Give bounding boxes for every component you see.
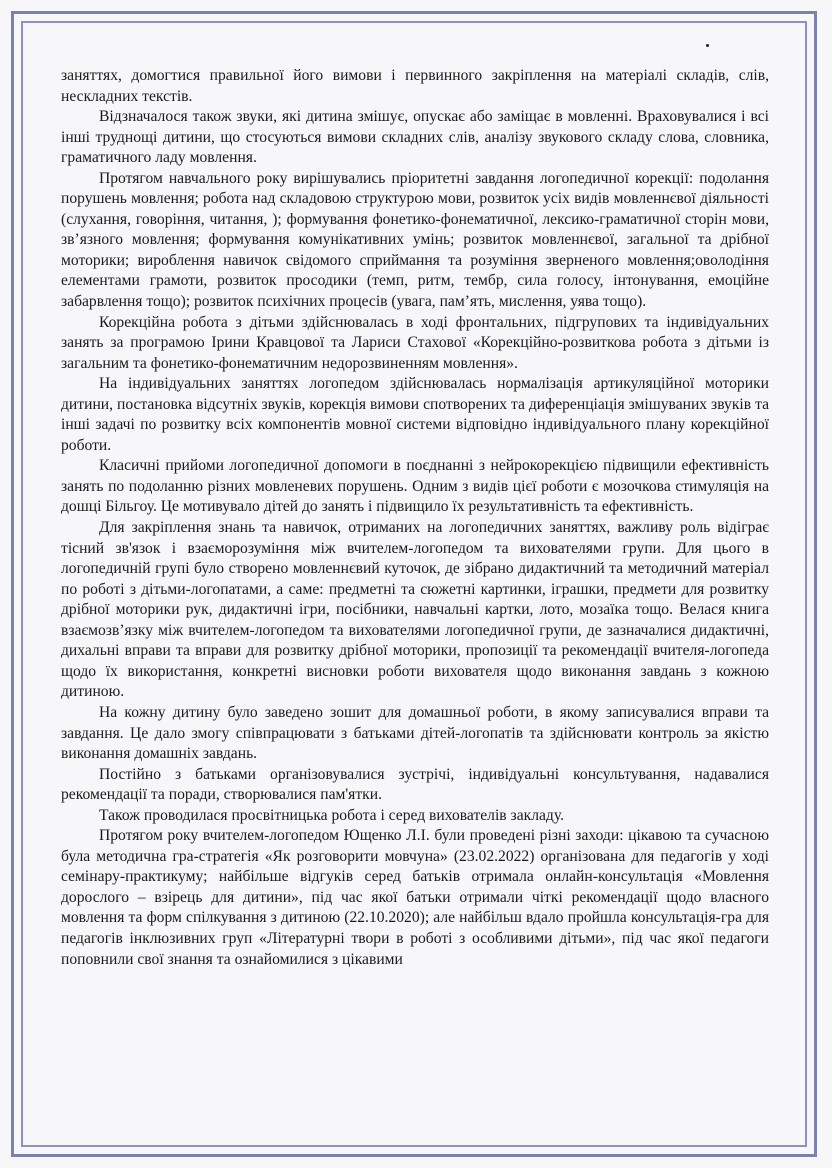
- ink-dot: [706, 44, 709, 47]
- paragraph: Для закріплення знань та навичок, отриманих на логопедичних заняттях, важливу роль відіграє тісний зв'язок і взаєморозуміння між вчителем-логопедом та вихователями групи. Для цього в логопедичній групі було створено мовленнєвий куточок, де зібрано дидактичний та методичний матеріал по роботі з дітьми-логопатами, а саме: предметні та сюжетні картинки, іграшки, предмети для розвитку дрібної моторики рук, дидактичні ігри, посібники, навчальні картки, лото, мозаїка тощо. Велася книга взаємозв’язку між вчителем-логопедом та вихователями логопедичної групи, де зазначалися дидактичні, дихальні вправи та вправи для розвитку дрібної моторики, пропозиції та рекомендації вчителя-логопеда щодо їх використання, конкретні висновки роботи вихователя щодо виконання завдань з кожною дитиною.: [61, 519, 769, 701]
- paragraph: Постійно з батьками організовувалися зустрічі, індивідуальні консультування, надавалися рекомендації та поради, створювалися пам'ятки.: [61, 765, 769, 804]
- paragraph: Корекційна робота з дітьми здійснювалась в ході фронтальних, підгрупових та індивідуальних занять за програмою Ірини Кравцової та Лариси Стахової «Корекційно-розвиткова робота з дітьми із загальним та фонетико-фонематичним недорозвиненням мовлення».: [61, 313, 769, 372]
- document-body: [61, 66, 769, 970]
- paragraph: Також проводилася просвітницька робота і серед вихователів закладу.: [99, 806, 564, 824]
- paragraph: Протягом року вчителем-логопедом Ющенко Л.І. були проведені різні заходи: цікавою та сучасною була методична гра-стратегія «Як розговорити мовчуна» (23.02.2022) організована для педагогів у ході семінару-практикуму; найбільше відгуків серед батьків отримала онлайн-консультація «Мовлення дорослого – взірець для дитини», під час якої батьки отримали чіткі рекомендації щодо власного мовлення та форм спілкування з дитиною (22.10.2020); але найбільш вдало пройшла консультація-гра для педагогів інклюзивних груп «Літературні твори в роботі з особливими дітьми», під час якої педагоги поповнили свої знання та ознайомилися з цікавими: [61, 827, 769, 968]
- paragraph: На кожну дитину було заведено зошит для домашньої роботи, в якому записувалися вправи та завдання. Це дало змогу співпрацювати з батьками дітей-логопатів та здійснювати контроль за якістю виконання домашніх завдань.: [61, 703, 769, 763]
- paragraph: На індивідуальних заняттях логопедом здійснювалась нормалізація артикуляційної моторики дитини, постановка відсутніх звуків, корекція вимови спотворених та диференціація змішуваних звуків та інші задачі по розвитку всіх компонентів мовної системи відповідно індивідуального плану корекційної роботи.: [61, 375, 769, 454]
- paragraph: Класичні прийоми логопедичної допомоги в поєднанні з нейрокорекцією підвищили ефективність занять по подоланню різних мовленевих порушень. Одним з видів цієї роботи є мозочкова стимуляція на дошці Більгоу. Це мотивувало дітей до занять і підвищило їх результативність та ефективність.: [61, 457, 769, 516]
- paragraph: Відзначалося також звуки, які дитина змішує, опускає або заміщає в мовленні. Враховувалися і всі інші труднощі дитини, що стосуються вимови складних слів, аналізу звукового складу слова, словника, граматичного ладу мовлення.: [61, 108, 769, 167]
- paragraph: заняттях, домогтися правильної його вимови і первинного закріплення на матеріалі складів, слів, нескладних текстів.: [61, 67, 769, 105]
- paragraph: Протягом навчального року вирішувались пріоритетні завдання логопедичної корекції: подолання порушень мовлення; робота над складовою структурою мови, розвиток усіх видів мовленнєвої діяльності (слухання, говоріння, читання, ); формування фонетико-фонематичної, лексико-граматичної сторін мови, зв’язного мовлення; формування комунікативних умінь; розвиток мовленнєвої, загальної та дрібної моторики; вироблення навичок свідомого сприймання та розуміння зверненого мовлення;оволодіння елементами грамоти, розвиток просодики (темп, ритм, тембр, сила голосу, інтонування, емоційне забарвлення тощо); розвиток психічних процесів (увага, пам’ять, мислення, уява тощо).: [61, 169, 769, 311]
